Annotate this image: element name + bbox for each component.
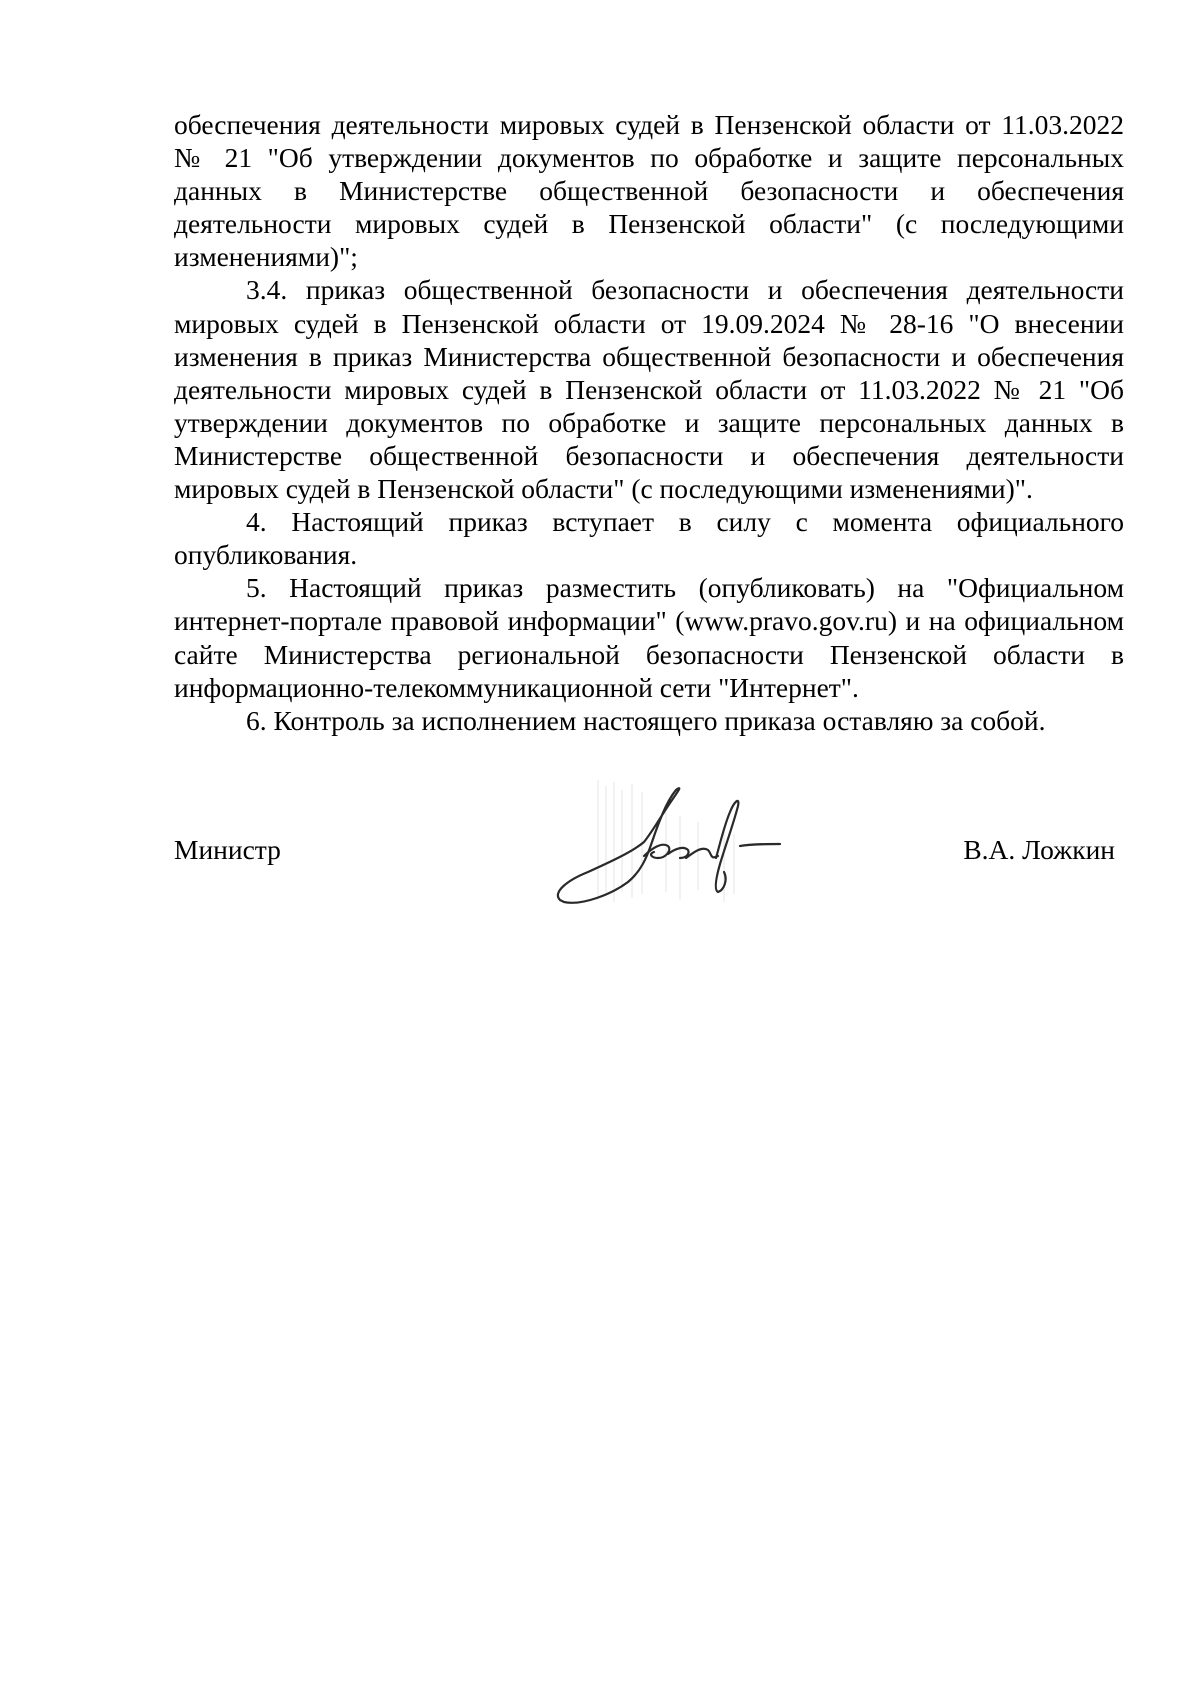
document-body [174,108,1124,737]
paragraph-6: 6. Контроль за исполнением настоящего приказа оставляю за собой. [246,704,1046,736]
signer-name: В.А. Ложкин [963,834,1115,865]
handwritten-signature [548,772,808,912]
paragraph-continuation: обеспечения деятельности мировых судей в Пензенской области от 11.03.2022 № 21 "Об утверждении документов по обработке и защите персональных данных в Министерстве общественной безопасности и обеспечения деятельности мировых судей в Пензенской области" (с последующими изменениями)"; [174,109,1124,273]
position-title: Министр [174,834,281,865]
paragraph-4: 4. Настоящий приказ вступает в силу с момента официального опубликования. [174,506,1124,571]
paragraph-5: 5. Настоящий приказ разместить (опубликовать) на "Официальном интернет-портале правовой информации" (www.pravo.gov.ru) и на официальном сайте Министерства региональной безопасности Пензенской области в информационно-телекоммуникационной сети "Интернет". [174,572,1124,703]
paragraph-3-4: 3.4. приказ общественной безопасности и обеспечения деятельности мировых судей в Пензенской области от 19.09.2024 № 28-16 "О внесении изменения в приказ Министерства общественной безопасности и обеспечения деятельности мировых судей в Пензенской области от 11.03.2022 № 21 "Об утверждении документов по обработке и защите персональных данных в Министерстве общественной безопасности и обеспечения деятельности мировых судей в Пензенской области" (с последующими изменениями)". [174,274,1124,505]
